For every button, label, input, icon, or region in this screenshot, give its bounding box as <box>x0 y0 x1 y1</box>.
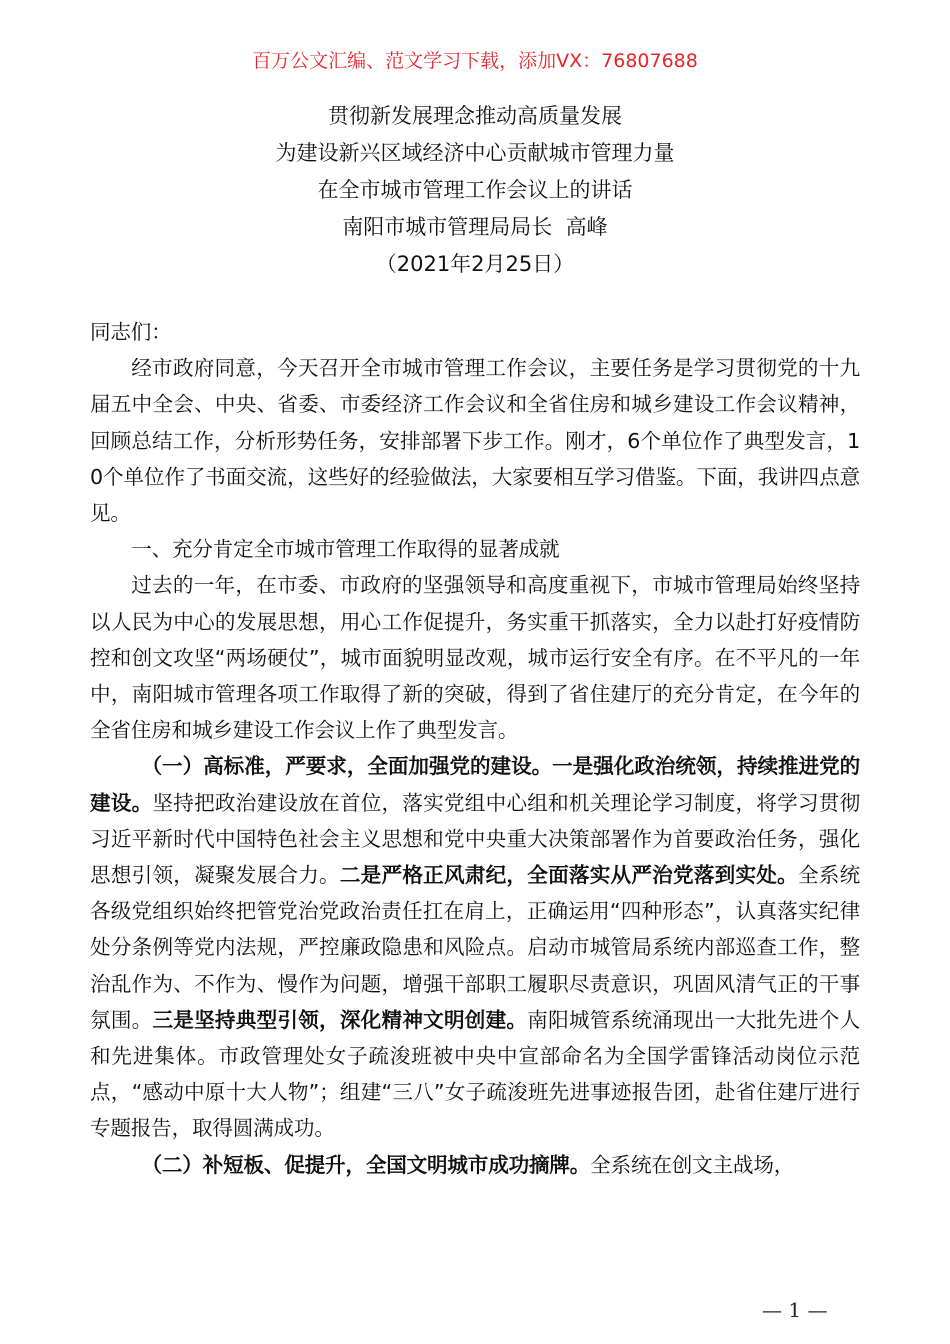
title-line-3: 在全市城市管理工作会议上的讲话 <box>317 178 633 202</box>
bold-heading-model: 三是坚持典型引领，深化精神文明创建。 <box>152 1007 528 1032</box>
author-line: 南阳市城市管理局局长 高峰 <box>342 215 608 239</box>
bold-heading-civilized: （二）补短板、促提升，全国文明城市成功摘牌。 <box>141 1152 591 1177</box>
text-party-1: 坚持把政治建设放在首位，落实党组中心组和机关理论学习制度，将学习贯彻习近平新时代中国特色社会主义思想和党中央重大决策部署作为首要政治任务，强化思想引领，凝聚发展合力。 <box>90 790 860 888</box>
date-line: （2021年2月25日） <box>375 252 575 276</box>
paragraph-civilized-city <box>90 1147 860 1183</box>
paragraph-achievements: 过去的一年，在市委、市政府的坚强领导和高度重视下，市城市管理局始终坚持以人民为中心的发展思想，用心工作促提升，务实重干抓落实，全力以赴打好疫情防控和创文攻坚“两场硬仗”，城市面貌明显改观，城市运行安全有序。在不平凡的一年中，南阳城市管理各项工作取得了新的突破，得到了省住建厅的充分肯定，在今年的全省住房和城乡建设工作会议上作了典型发言。 <box>90 573 860 743</box>
section-heading-1: 一、充分肯定全市城市管理工作取得的显著成就 <box>131 537 560 562</box>
watermark-banner: 百万公文汇编、范文学习下载，添加VX：76807688 <box>252 50 698 72</box>
text-civilized: 全系统在创文主战场， <box>590 1152 795 1177</box>
bold-heading-party: （一）高标准，严要求，全面加强党的建设。一是强化政治统领，持续推进党的建设。 <box>90 754 860 815</box>
title-line-2: 为建设新兴区域经济中心贡献城市管理力量 <box>275 141 675 165</box>
bold-heading-discipline: 二是严格正风肃纪，全面落实从严治党落到实处。 <box>339 863 798 888</box>
paragraph-intro: 经市政府同意，今天召开全市城市管理工作会议，主要任务是学习贯彻党的十九届五中全会、中央、省委、市委经济工作会议和全省住房和城乡建设工作会议精神，回顾总结工作，分析形势任务，安排部署下步工作。刚才，6个单位作了典型发言，10个单位作了书面交流，这些好的经验做法，大家要相互学习借鉴。下面，我讲四点意见。 <box>90 356 860 526</box>
salutation: 同志们： <box>90 320 172 344</box>
paragraph-party-building <box>90 748 860 1146</box>
document-body <box>90 314 860 1183</box>
document-header <box>0 98 950 283</box>
text-model: 南阳城管系统涌现出一大批先进个人和先进集体。市政管理处女子疏浚班被中央中宣部命名为全国学雷锋活动岗位示范点，“感动中原十大人物”；组建“三八”女子疏浚班先进事迹报告团，赴省住建厅进行专题报告，取得圆满成功。 <box>90 1007 860 1141</box>
text-discipline: 全系统各级党组织始终把管党治党政治责任扛在肩上，正确运用“四种形态”，认真落实纪律处分条例等党内法规，严控廉政隐患和风险点。启动市城管局系统内部巡查工作，整治乱作为、不作为、慢作为问题，增强干部职工履职尽责意识，巩固风清气正的干事氛围。 <box>90 863 860 1032</box>
title-line-1: 贯彻新发展理念推动高质量发展 <box>328 104 622 128</box>
page-number: — 1 — <box>762 1298 828 1322</box>
